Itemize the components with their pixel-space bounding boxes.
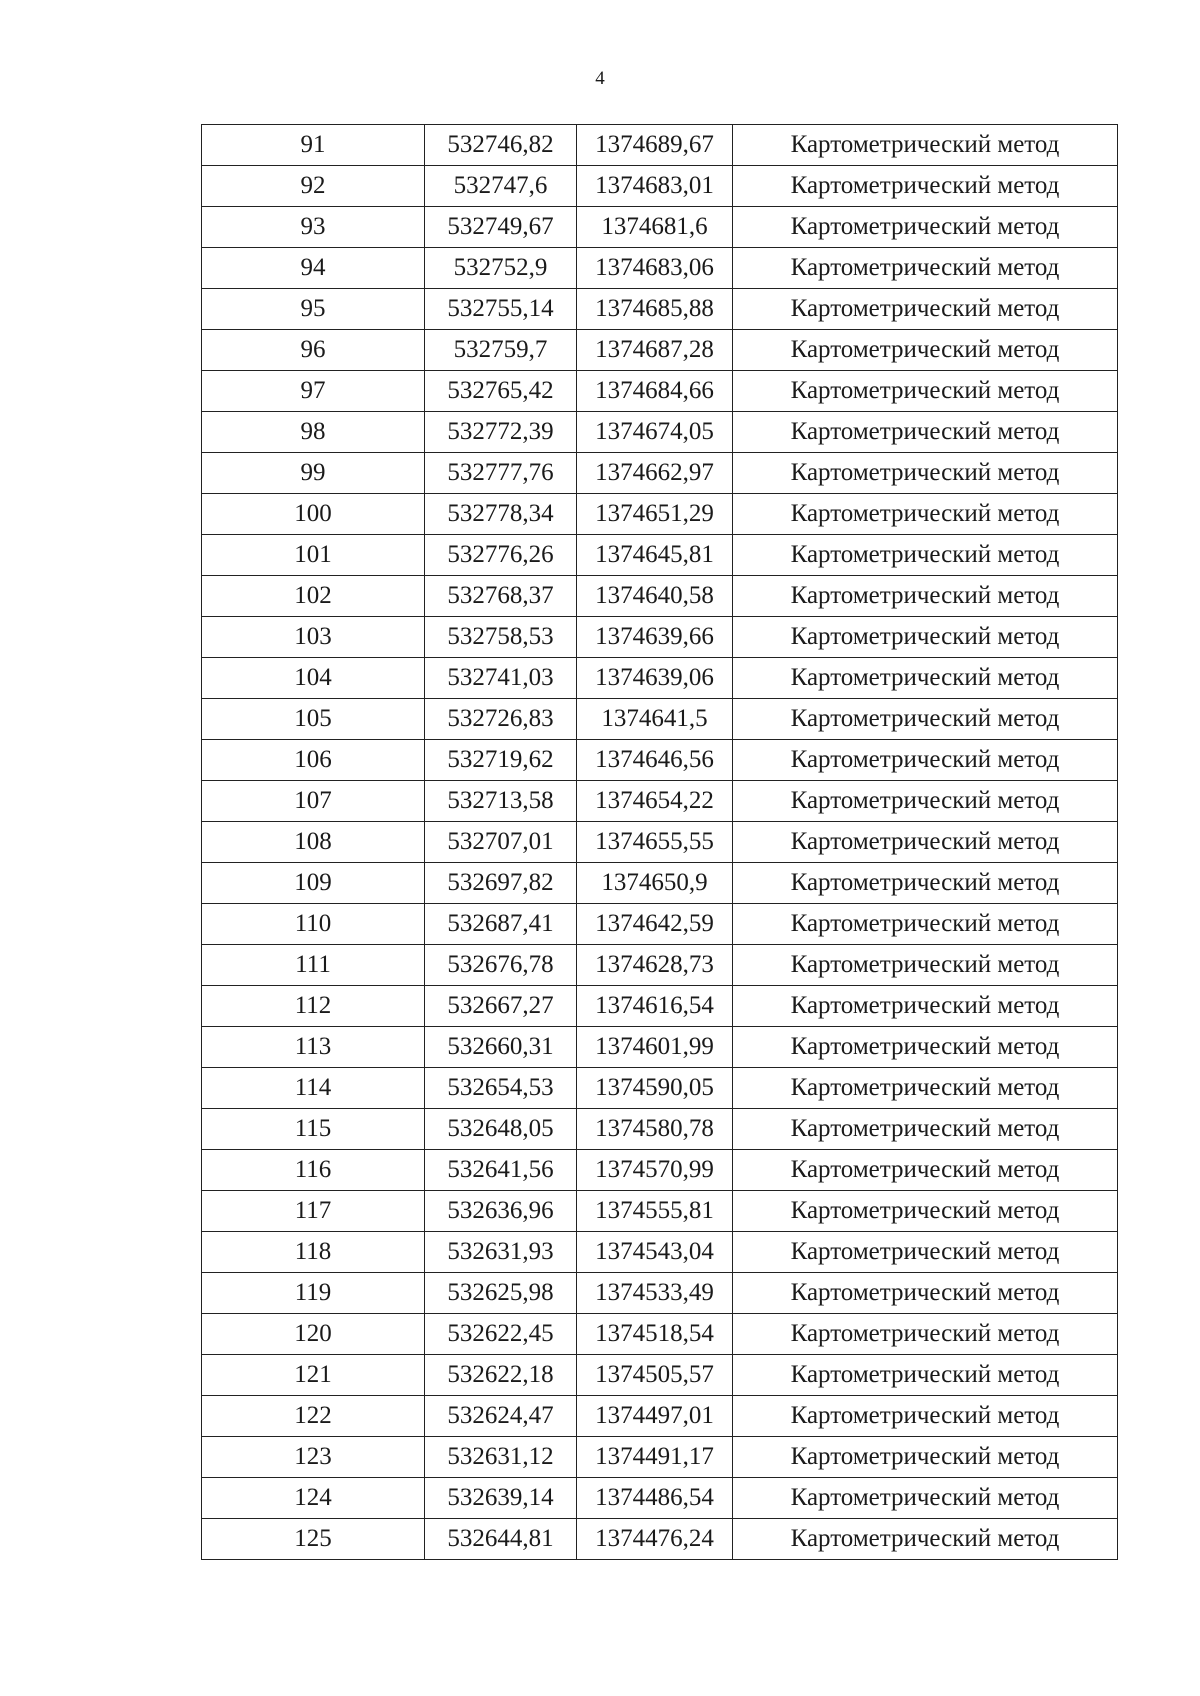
y-coordinate-cell: 1374533,49	[577, 1273, 733, 1314]
method-cell: Картометрический метод	[733, 412, 1118, 453]
x-coordinate-cell: 532631,12	[425, 1437, 577, 1478]
method-cell: Картометрический метод	[733, 1396, 1118, 1437]
y-coordinate-cell: 1374684,66	[577, 371, 733, 412]
y-coordinate-cell: 1374641,5	[577, 699, 733, 740]
y-coordinate-cell: 1374497,01	[577, 1396, 733, 1437]
y-coordinate-cell: 1374683,01	[577, 166, 733, 207]
y-coordinate-cell: 1374645,81	[577, 535, 733, 576]
point-number-cell: 92	[202, 166, 425, 207]
y-coordinate-cell: 1374662,97	[577, 453, 733, 494]
x-coordinate-cell: 532654,53	[425, 1068, 577, 1109]
table-row	[202, 1068, 1118, 1109]
table-row	[202, 576, 1118, 617]
x-coordinate-cell: 532746,82	[425, 125, 577, 166]
y-coordinate-cell: 1374616,54	[577, 986, 733, 1027]
method-cell: Картометрический метод	[733, 863, 1118, 904]
point-number-cell: 104	[202, 658, 425, 699]
table-row	[202, 248, 1118, 289]
table-row	[202, 289, 1118, 330]
table-row	[202, 945, 1118, 986]
point-number-cell: 96	[202, 330, 425, 371]
method-cell: Картометрический метод	[733, 1437, 1118, 1478]
method-cell: Картометрический метод	[733, 248, 1118, 289]
table-row	[202, 863, 1118, 904]
x-coordinate-cell: 532697,82	[425, 863, 577, 904]
table-row	[202, 1314, 1118, 1355]
x-coordinate-cell: 532755,14	[425, 289, 577, 330]
method-cell: Картометрический метод	[733, 166, 1118, 207]
table-row	[202, 1150, 1118, 1191]
point-number-cell: 103	[202, 617, 425, 658]
method-cell: Картометрический метод	[733, 371, 1118, 412]
x-coordinate-cell: 532636,96	[425, 1191, 577, 1232]
point-number-cell: 109	[202, 863, 425, 904]
table-row	[202, 822, 1118, 863]
y-coordinate-cell: 1374689,67	[577, 125, 733, 166]
point-number-cell: 94	[202, 248, 425, 289]
y-coordinate-cell: 1374580,78	[577, 1109, 733, 1150]
method-cell: Картометрический метод	[733, 1068, 1118, 1109]
point-number-cell: 101	[202, 535, 425, 576]
point-number-cell: 121	[202, 1355, 425, 1396]
x-coordinate-cell: 532622,45	[425, 1314, 577, 1355]
table-row	[202, 166, 1118, 207]
x-coordinate-cell: 532759,7	[425, 330, 577, 371]
point-number-cell: 102	[202, 576, 425, 617]
point-number-cell: 123	[202, 1437, 425, 1478]
y-coordinate-cell: 1374639,06	[577, 658, 733, 699]
x-coordinate-cell: 532776,26	[425, 535, 577, 576]
x-coordinate-cell: 532676,78	[425, 945, 577, 986]
x-coordinate-cell: 532707,01	[425, 822, 577, 863]
point-number-cell: 107	[202, 781, 425, 822]
method-cell: Картометрический метод	[733, 740, 1118, 781]
x-coordinate-cell: 532772,39	[425, 412, 577, 453]
method-cell: Картометрический метод	[733, 781, 1118, 822]
x-coordinate-cell: 532644,81	[425, 1519, 577, 1560]
point-number-cell: 115	[202, 1109, 425, 1150]
method-cell: Картометрический метод	[733, 494, 1118, 535]
table-row	[202, 617, 1118, 658]
point-number-cell: 125	[202, 1519, 425, 1560]
y-coordinate-cell: 1374642,59	[577, 904, 733, 945]
y-coordinate-cell: 1374640,58	[577, 576, 733, 617]
method-cell: Картометрический метод	[733, 125, 1118, 166]
point-number-cell: 119	[202, 1273, 425, 1314]
point-number-cell: 99	[202, 453, 425, 494]
method-cell: Картометрический метод	[733, 1150, 1118, 1191]
table-row	[202, 904, 1118, 945]
y-coordinate-cell: 1374491,17	[577, 1437, 733, 1478]
x-coordinate-cell: 532713,58	[425, 781, 577, 822]
x-coordinate-cell: 532631,93	[425, 1232, 577, 1273]
method-cell: Картометрический метод	[733, 1191, 1118, 1232]
x-coordinate-cell: 532648,05	[425, 1109, 577, 1150]
table-row	[202, 1109, 1118, 1150]
y-coordinate-cell: 1374555,81	[577, 1191, 733, 1232]
point-number-cell: 91	[202, 125, 425, 166]
y-coordinate-cell: 1374543,04	[577, 1232, 733, 1273]
method-cell: Картометрический метод	[733, 453, 1118, 494]
table-row	[202, 494, 1118, 535]
x-coordinate-cell: 532777,76	[425, 453, 577, 494]
y-coordinate-cell: 1374570,99	[577, 1150, 733, 1191]
x-coordinate-cell: 532749,67	[425, 207, 577, 248]
method-cell: Картометрический метод	[733, 1314, 1118, 1355]
table-row	[202, 1478, 1118, 1519]
method-cell: Картометрический метод	[733, 289, 1118, 330]
method-cell: Картометрический метод	[733, 576, 1118, 617]
x-coordinate-cell: 532778,34	[425, 494, 577, 535]
point-number-cell: 105	[202, 699, 425, 740]
x-coordinate-cell: 532719,62	[425, 740, 577, 781]
y-coordinate-cell: 1374683,06	[577, 248, 733, 289]
point-number-cell: 97	[202, 371, 425, 412]
method-cell: Картометрический метод	[733, 535, 1118, 576]
x-coordinate-cell: 532758,53	[425, 617, 577, 658]
method-cell: Картометрический метод	[733, 207, 1118, 248]
table-row	[202, 1437, 1118, 1478]
y-coordinate-cell: 1374628,73	[577, 945, 733, 986]
point-number-cell: 106	[202, 740, 425, 781]
point-number-cell: 111	[202, 945, 425, 986]
method-cell: Картометрический метод	[733, 986, 1118, 1027]
coordinates-table-body	[202, 125, 1118, 1560]
table-row	[202, 699, 1118, 740]
x-coordinate-cell: 532624,47	[425, 1396, 577, 1437]
x-coordinate-cell: 532747,6	[425, 166, 577, 207]
table-row	[202, 535, 1118, 576]
table-row	[202, 330, 1118, 371]
table-row	[202, 1396, 1118, 1437]
x-coordinate-cell: 532660,31	[425, 1027, 577, 1068]
x-coordinate-cell: 532768,37	[425, 576, 577, 617]
point-number-cell: 118	[202, 1232, 425, 1273]
method-cell: Картометрический метод	[733, 1478, 1118, 1519]
method-cell: Картометрический метод	[733, 1355, 1118, 1396]
point-number-cell: 98	[202, 412, 425, 453]
point-number-cell: 110	[202, 904, 425, 945]
table-row	[202, 1355, 1118, 1396]
table-row	[202, 207, 1118, 248]
y-coordinate-cell: 1374601,99	[577, 1027, 733, 1068]
table-row	[202, 1232, 1118, 1273]
point-number-cell: 120	[202, 1314, 425, 1355]
y-coordinate-cell: 1374681,6	[577, 207, 733, 248]
table-row	[202, 371, 1118, 412]
y-coordinate-cell: 1374687,28	[577, 330, 733, 371]
y-coordinate-cell: 1374590,05	[577, 1068, 733, 1109]
table-row	[202, 1519, 1118, 1560]
y-coordinate-cell: 1374646,56	[577, 740, 733, 781]
y-coordinate-cell: 1374650,9	[577, 863, 733, 904]
y-coordinate-cell: 1374476,24	[577, 1519, 733, 1560]
point-number-cell: 108	[202, 822, 425, 863]
table-row	[202, 125, 1118, 166]
x-coordinate-cell: 532687,41	[425, 904, 577, 945]
method-cell: Картометрический метод	[733, 904, 1118, 945]
method-cell: Картометрический метод	[733, 945, 1118, 986]
table-row	[202, 1027, 1118, 1068]
point-number-cell: 93	[202, 207, 425, 248]
y-coordinate-cell: 1374654,22	[577, 781, 733, 822]
table-row	[202, 1191, 1118, 1232]
point-number-cell: 114	[202, 1068, 425, 1109]
point-number-cell: 122	[202, 1396, 425, 1437]
x-coordinate-cell: 532667,27	[425, 986, 577, 1027]
table-row	[202, 1273, 1118, 1314]
x-coordinate-cell: 532625,98	[425, 1273, 577, 1314]
x-coordinate-cell: 532752,9	[425, 248, 577, 289]
y-coordinate-cell: 1374685,88	[577, 289, 733, 330]
method-cell: Картометрический метод	[733, 330, 1118, 371]
point-number-cell: 124	[202, 1478, 425, 1519]
table-row	[202, 781, 1118, 822]
y-coordinate-cell: 1374505,57	[577, 1355, 733, 1396]
method-cell: Картометрический метод	[733, 1519, 1118, 1560]
method-cell: Картометрический метод	[733, 617, 1118, 658]
x-coordinate-cell: 532765,42	[425, 371, 577, 412]
table-row	[202, 658, 1118, 699]
point-number-cell: 100	[202, 494, 425, 535]
page-number: 4	[595, 68, 605, 89]
method-cell: Картометрический метод	[733, 1027, 1118, 1068]
point-number-cell: 95	[202, 289, 425, 330]
point-number-cell: 113	[202, 1027, 425, 1068]
x-coordinate-cell: 532639,14	[425, 1478, 577, 1519]
y-coordinate-cell: 1374655,55	[577, 822, 733, 863]
coordinates-table	[201, 124, 1118, 1560]
table-row	[202, 453, 1118, 494]
point-number-cell: 112	[202, 986, 425, 1027]
x-coordinate-cell: 532622,18	[425, 1355, 577, 1396]
x-coordinate-cell: 532641,56	[425, 1150, 577, 1191]
x-coordinate-cell: 532726,83	[425, 699, 577, 740]
table-row	[202, 412, 1118, 453]
y-coordinate-cell: 1374651,29	[577, 494, 733, 535]
x-coordinate-cell: 532741,03	[425, 658, 577, 699]
point-number-cell: 117	[202, 1191, 425, 1232]
y-coordinate-cell: 1374674,05	[577, 412, 733, 453]
method-cell: Картометрический метод	[733, 699, 1118, 740]
method-cell: Картометрический метод	[733, 1232, 1118, 1273]
point-number-cell: 116	[202, 1150, 425, 1191]
y-coordinate-cell: 1374518,54	[577, 1314, 733, 1355]
method-cell: Картометрический метод	[733, 1273, 1118, 1314]
table-row	[202, 986, 1118, 1027]
method-cell: Картометрический метод	[733, 658, 1118, 699]
y-coordinate-cell: 1374486,54	[577, 1478, 733, 1519]
table-row	[202, 740, 1118, 781]
method-cell: Картометрический метод	[733, 822, 1118, 863]
y-coordinate-cell: 1374639,66	[577, 617, 733, 658]
method-cell: Картометрический метод	[733, 1109, 1118, 1150]
